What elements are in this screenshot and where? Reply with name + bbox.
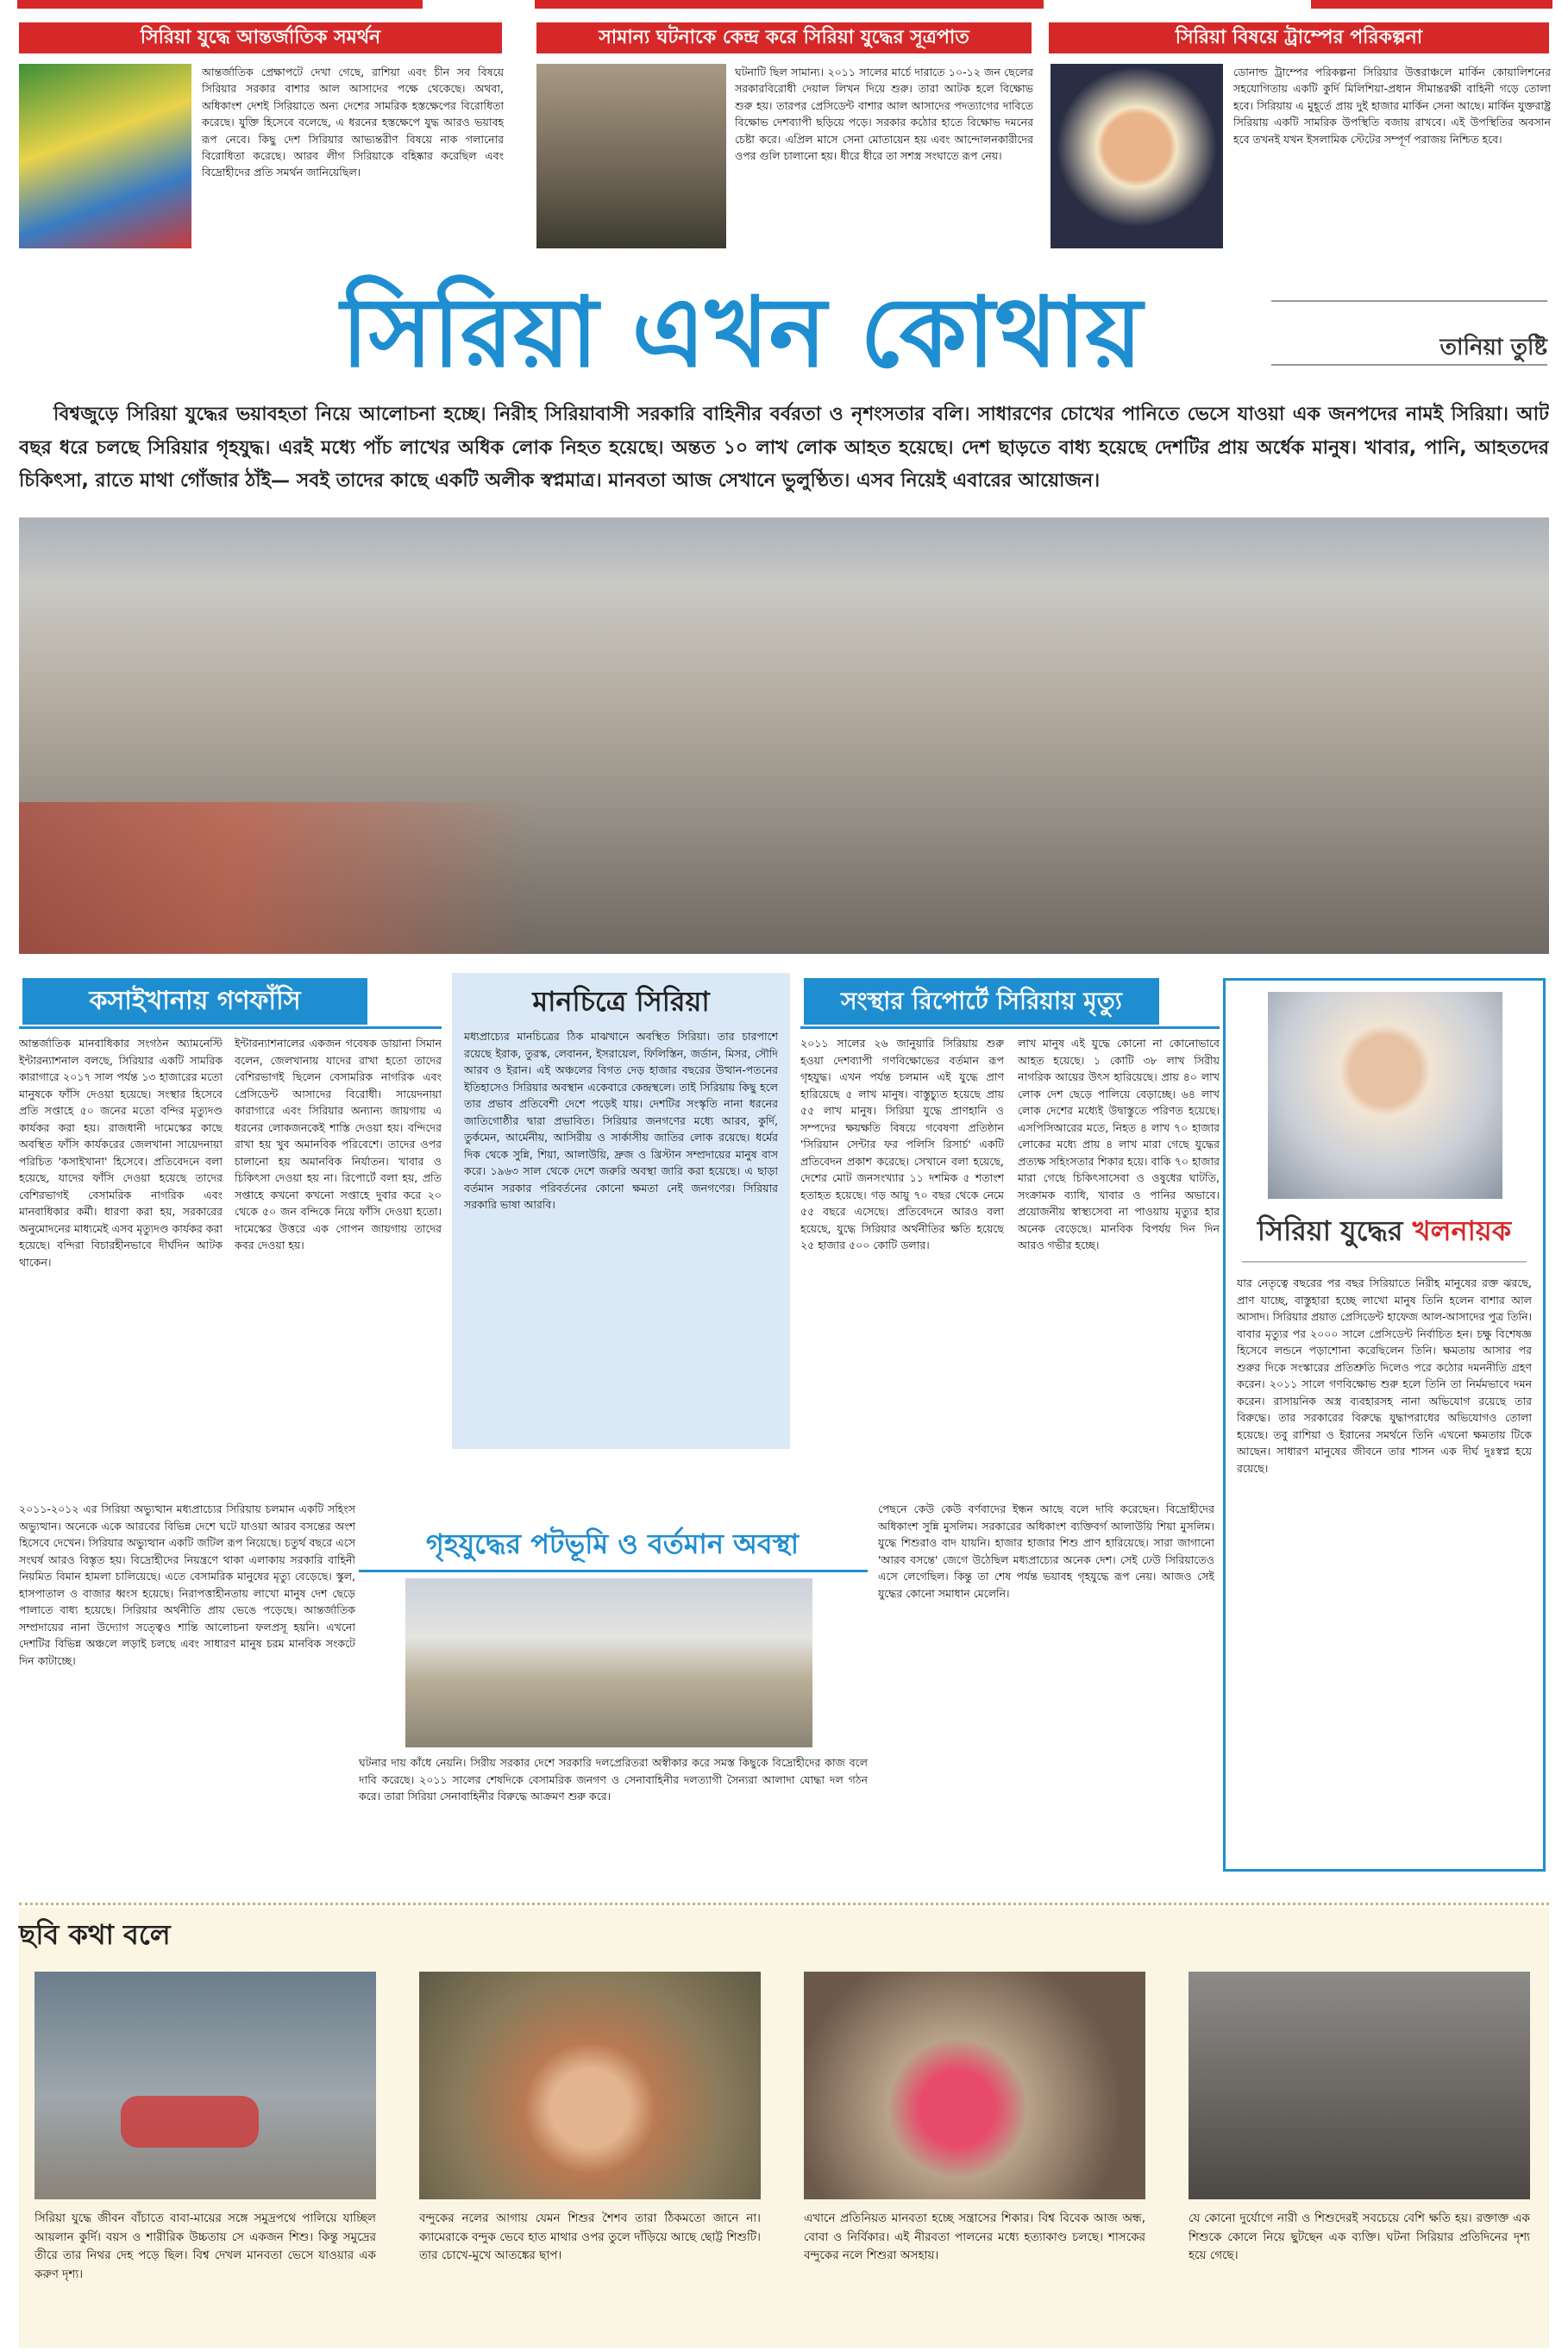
article-text: ডোনাল্ড ট্রাম্পের পরিকল্পনা সিরিয়ার উত্তরাঞ্চলে মার্কিন কোয়ালিশনের সহযোগিতায় একটি কুর্দি মিলিশিয়া-প্রধান সীমান্তরক্ষী বাহিনী গড়ে তোলা হবে। সিরিয়ায় এ মুহূর্তে প্রায় দুই হাজার মার্কিন সেনা আছে। মার্কিন যুক্তরাষ্ট্র সিরিয়ায় একটি সামরিক উপস্থিতি বজায় রাখবে। এই উপস্থিতির অবসান হবে তখনই যখন ইসলামিক স্টেটের সম্পূর্ণ পরাজয় নিশ্চিত হবে। [1233, 66, 1551, 146]
article-header: সিরিয়া যুদ্ধে আন্তর্জাতিক সমর্থন [19, 22, 502, 53]
section-title: ছবি কথা বলে [19, 1918, 171, 1951]
article-text: পেছনে কেউ কেউ বর্ণবাদের ইন্ধন আছে বলে দাবি করেছেন। বিদ্রোহীদের অধিকাংশ সুন্নি মুসলিম। সরকারের অধিকাংশ ব্যক্তিবর্গ আলাউয়ি শিয়া মুসলিম। যুদ্ধে শিশুরাও বাদ যায়নি। হাজার হাজার শিশু প্রাণ হারিয়েছে। সারা জাগানো 'আরব বসন্তে' জেগে উঠেছিল মধ্যপ্রাচ্যের অনেক দেশ। সেই ঢেউ সিরিয়াতেও এসে লেগেছিল। কিন্তু তা শেষ পর্যন্ত ভয়াবহ গৃহযুদ্ধে রূপ নেয়। আজও সেই যুদ্ধের কোনো সমাধান মেলেনি। [878, 1502, 1214, 1600]
photo-caption: এখানে প্রতিনিয়ত মানবতা হচ্ছে সন্ত্রাসের শিকার। বিশ্ব বিবেক আজ অন্ধ, বোবা ও নির্বিকার। এই নীরবতা পালনের মধ্যে হত্যাকাণ্ড চলছে। শাসকের বন্দুকের নলে শিশুরা অসহায়। [804, 2211, 1145, 2263]
villain-title [1233, 1209, 1535, 1256]
divider [359, 1570, 868, 1572]
divider [19, 1026, 442, 1029]
child-gun-photo [804, 1972, 1145, 2199]
villain-title-b: খলনায়ক [1412, 1214, 1512, 1247]
article-text: ইন্টারন্যাশনালের একজন গবেষক ডায়ানা সিমান বলেন, জেলখানায় যাদের রাখা হতো তাদের বেশিরভাগই ছিলেন বেসামরিক নাগরিক এবং প্রেসিডেন্ট আসাদের বিরোধী। সায়েদনায়া কারাগারে এবং সিরিয়ার অন্যান্য জায়গায় এ ধরনের লোকজনকেই শাস্তি দেওয়া হয়। বন্দিদের রাখা হয় খুব অমানবিক পরিবেশে। তাদের ওপর চালানো হয় অমানবিক নির্যাতন। খাবার ও চিকিৎসা দেওয়া হয় না। রিপোর্টে বলা হয়, প্রতি সপ্তাহে কখনো কখনো সপ্তাহে দুবার করে ২০ থেকে ৫০ জন বন্দিকে নিয়ে ফাঁসি দেওয়া হতো। দামেস্কের উত্তরে এক গোপন জায়গায় তাদের কবর দেওয়া হয়। [235, 1037, 442, 1251]
divider [1271, 300, 1547, 302]
child-on-beach-photo [34, 1972, 376, 2199]
trump-photo [1051, 64, 1223, 248]
top-bar [17, 0, 423, 9]
bombing-photo [405, 1578, 812, 1747]
article-text: আন্তর্জাতিক প্রেক্ষাপটে দেখা গেছে, রাশিয়া এবং চীন সব বিষয়ে সিরিয়ার সরকার বাশার আল আসাদের পক্ষে থেকেছে। অথবা, অধিকাংশ দেশই সিরিয়াতে অন্য দেশের সামরিক হস্তক্ষেপের বিরোধিতা করেছে। যুক্তি হিসেবে বলেছে, এ ধরনের হস্তক্ষেপে যুদ্ধ আরও ভয়াবহ রূপ নেবে। কিছু দেশ সিরিয়ার আভ্যন্তরীণ বিষয়ে নাক গলানোর বিরোধিতা করেছে। আরব লীগ সিরিয়াকে বহিষ্কার করেছিল এবং বিদ্রোহীদের প্রতি সমর্থন জানিয়েছিল। [202, 66, 504, 179]
photo-caption: বন্দুকের নলের আগায় যেমন শিশুর শৈশব তারা ঠিকমতো জানে না। ক্যামেরাকে বন্দুক ভেবে হাত মাথার ওপর তুলে দাঁড়িয়ে আছে ছোট্ট শিশুটি। তার চোখে-মুখে আতঙ্কের ছাপ। [419, 2211, 761, 2263]
article-text: ২০১১-২০১২ এর সিরিয়া অভ্যুত্থান মধ্যপ্রাচ্যের সিরিয়ায় চলমান একটি সহিংস অভ্যুত্থান। অনেকে একে আরবের বিভিন্ন দেশে ঘটে যাওয়া আরব বসন্তের অংশ হিসেবে দেখেন। সিরিয়ার অভ্যুত্থান একটি জটিল রূপ নিয়েছে। চতুর্থ বছরে এসে সংঘর্ষ আরও বিস্তৃত হয়। বিদ্রোহীদের নিয়ন্ত্রণে থাকা এলাকায় সরকারি বাহিনী নিয়মিত বিমান হামলা চালিয়েছে। এতে বেসামরিক মানুষের মৃত্যু বেড়েছে। স্কুল, হাসপাতাল ও বাজার ধ্বংস হয়েছে। নিরাপত্তাহীনতায় লাখো মানুষ দেশ ছেড়ে পালাতে বাধ্য হয়েছে। সিরিয়ার অর্থনীতি প্রায় ভেঙে পড়েছে। আন্তর্জাতিক সম্প্রদায়ের নানা উদ্যোগ সত্ত্বেও শান্তি আলোচনা ফলপ্রসূ হয়নি। এখনো দেশটির বিভিন্ন অঞ্চলে লড়াই চলছে এবং সাধারণ মানুষ চরম মানবিক সংকটে দিন কাটাচ্ছে। [19, 1502, 355, 1667]
page-title: সিরিয়া এখন কোথায় [341, 276, 1143, 389]
photo-caption: যে কোনো দুর্যোগে নারী ও শিশুদেরই সবচেয়ে বেশি ক্ষতি হয়। রক্তাক্ত এক শিশুকে কোলে নিয়ে ছুটছেন এক ব্যক্তি। ঘটনা সিরিয়ার প্রতিদিনের দৃশ্য হয়ে গেছে। [1189, 2211, 1530, 2263]
surrendering-child-photo [419, 1972, 761, 2199]
road-area [19, 802, 536, 954]
section-title: মানচিত্রে সিরিয়া [532, 985, 710, 1018]
villain-title-a: সিরিয়া যুদ্ধের [1257, 1214, 1413, 1247]
section-title: কসাইখানায় গণফাঁসি [22, 978, 367, 1025]
article-header: সিরিয়া বিষয়ে ট্রাম্পের পরিকল্পনা [1049, 22, 1549, 53]
article-text: লাখ মানুষ এই যুদ্ধে কোনো না কোনোভাবে আহত হয়েছে। ১ কোটি ৩৮ লাখ সিরীয় নাগরিক আয়ের উৎস হারিয়েছে। প্রায় ৪০ লাখ লোক দেশ ছেড়ে পালিয়ে বেড়াচ্ছে। ৬৪ লাখ লোক দেশের মধ্যেই উদ্বাস্তুতে পরিণত হয়েছে। এসপিসিআরের মতে, নিহত ৪ লাখ ৭০ হাজার লোকের মধ্যে প্রায় ৪ লাখ মারা গেছে যুদ্ধের প্রত্যক্ষ সহিংসতার শিকার হয়ে। বাকি ৭০ হাজার মারা গেছে চিকিৎসাসেবা ও ওষুধের ঘাটতি, সংক্রামক ব্যাধি, খাবার ও পানির অভাবে। প্রয়োজনীয় স্বাস্থ্যসেবা না পাওয়ায় মৃত্যুর হার অনেক বেড়েছে। মানবিক বিপর্যয় দিন দিন আরও গভীর হচ্ছে। [1018, 1037, 1220, 1251]
section-title: গৃহযুদ্ধের পটভূমি ও বর্তমান অবস্থা [425, 1527, 800, 1560]
article-text: যার নেতৃত্বে বছরের পর বছর সিরিয়াতে নিরীহ মানুষের রক্ত ঝরছে, প্রাণ যাচ্ছে, বাস্তুহারা হচ্ছে লাখো মানুষ তিনি হলেন বাশার আল আসাদ। সিরিয়ার প্রয়াত প্রেসিডেন্ট হাফেজ আল-আসাদের পুত্র তিনি। বাবার মৃত্যুর পর ২০০০ সালে প্রেসিডেন্ট নির্বাচিত হন। চক্ষু বিশেষজ্ঞ হিসেবে লন্ডনে পড়াশোনা করেছিলেন তিনি। ক্ষমতায় আসার পর শুরুর দিকে সংস্কারের প্রতিশ্রুতি দিলেও পরে কঠোর দমননীতি গ্রহণ করেন। ২০১১ সালে গণবিক্ষোভ শুরু হলে তিনি তা নির্মমভাবে দমন করেন। রাসায়নিক অস্ত্র ব্যবহারসহ নানা অভিযোগ রয়েছে তার বিরুদ্ধে। তার সরকারের বিরুদ্ধে যুদ্ধাপরাধের অভিযোগও তোলা হয়েছে। তবু রাশিয়া ও ইরানের সমর্থনে তিনি এখনো ক্ষমতায় টিকে আছেন। সাধারণ মানুষের জীবনে তার শাসন এক দীর্ঘ দুঃস্বপ্ন হয়ে রয়েছে। [1237, 1276, 1532, 1475]
injured-child-photo [1189, 1972, 1530, 2199]
lead-paragraph: বিশ্বজুড়ে সিরিয়া যুদ্ধের ভয়াবহতা নিয়ে আলোচনা হচ্ছে। নিরীহ সিরিয়াবাসী সরকারি বাহিনীর বর্বরতা ও নৃশংসতার বলি। সাধারণের চোখের পানিতে ভেসে যাওয়া এক জনপদের নামই সিরিয়া। আট বছর ধরে চলছে সিরিয়ার গৃহযুদ্ধ। এরই মধ্যে পাঁচ লাখের অধিক লোক নিহত হয়েছে। অন্তত ১০ লাখ লোক আহত হয়েছে। দেশ ছাড়তে বাধ্য হয়েছে দেশটির প্রায় অর্ধেক মানুষ। খাবার, পানি, আহতদের চিকিৎসা, রাতে মাথা গোঁজার ঠাঁই— সবই তাদের কাছে একটি অলীক স্বপ্নমাত্র। মানবতা আজ সেখানে ভুলুণ্ঠিত। এসব নিয়েই এবারের আয়োজন। [19, 404, 1549, 492]
divider [1242, 1261, 1527, 1263]
assad-photo [1268, 992, 1502, 1199]
child-figure [121, 2096, 259, 2148]
divider [1271, 364, 1547, 366]
article-text: ঘটনাটি ছিল সামান্য। ২০১১ সালের মার্চে দারাতে ১০-১২ জন ছেলের সরকারবিরোধী দেয়াল লিখন দিয়ে শুরু। তারা আটক হলে বিক্ষোভ শুরু হয়। তারপর প্রেসিডেন্ট বাশার আল আসাদের পদত্যাগের দাবিতে বিক্ষোভ দেশব্যাপী ছড়িয়ে পড়ে। সরকার কঠোর হাতে বিক্ষোভ দমনের চেষ্টা করে। এপ্রিল মাসে সেনা মোতায়েন হয় এবং আন্দোলনকারীদের ওপর গুলি চালানো হয়। ধীরে ধীরে তা সশস্ত্র সংঘাতে রূপ নেয়। [735, 66, 1033, 162]
article-text: আন্তর্জাতিক মানবাধিকার সংগঠন অ্যামনেস্টি ইন্টারন্যাশনাল বলছে, সিরিয়ার একটি সামরিক কারাগারে ২০১৭ সাল পর্যন্ত ১৩ হাজারের মতো মানুষকে ফাঁসি দেওয়া হয়েছে। সংস্থার হিসেবে প্রতি সপ্তাহে ৫০ জনের মতো বন্দির মৃত্যুদণ্ড কার্যকর করা হয়। রাজধানী দামেস্কের কাছে অবস্থিত ফাঁসি কার্যকরের জেলখানা সায়েদনায়া পরিচিত 'কসাইখানা' হিসেবে। প্রতিবেদনে বলা হয়েছে, যাদের ফাঁসি দেওয়া হয়েছে তাদের বেশিরভাগই বেসামরিক নাগরিক এবং মানবাধিকার কর্মী। ধারণা করা হয়, সরকারের অনুমোদনের মাধ্যমেই এসব মৃত্যুদণ্ড কার্যকর করা হয়েছে। বন্দিরা বিচারহীনভাবে দীর্ঘদিন আটক থাকেন। [19, 1037, 223, 1269]
article-header: সামান্য ঘটনাকে কেন্দ্র করে সিরিয়া যুদ্ধের সূত্রপাত [536, 22, 1032, 53]
article-text: ২০১১ সালের ২৬ জানুয়ারি সিরিয়ায় শুরু হওয়া দেশব্যাপী গণবিক্ষোভের বর্তমান রূপ গৃহযুদ্ধ। এখন পর্যন্ত চলমান এই যুদ্ধে প্রাণ হারিয়েছে ৫ লাখ মানুষ। বাস্তুচ্যুত হয়েছে প্রায় ৫৫ লাখ মানুষ। সিরিয়া যুদ্ধে প্রাণহানি ও সম্পদের ক্ষয়ক্ষতি বিষয়ে গবেষণা প্রতিষ্ঠান 'সিরিয়ান সেন্টার ফর পলিসি রিসার্চ' একটি প্রতিবেদন প্রকাশ করেছে। সেখানে বলা হয়েছে, দেশের মোট জনসংখ্যার ১১ দশমিক ৫ শতাংশ হতাহত হয়েছে। গড় আয়ু ৭০ বছর থেকে নেমে ৫৫ বছরে এসেছে। প্রতিবেদনে আরও বলা হয়েছে, যুদ্ধে সিরিয়ার অর্থনীতির ক্ষতি হয়েছে ২৫ হাজার ৫০০ কোটি ডলার। [800, 1037, 1004, 1251]
top-bar [535, 0, 1044, 9]
rally-photo [19, 64, 191, 248]
top-bar [1311, 0, 1552, 9]
divider [800, 1026, 1220, 1029]
photo-caption: সিরিয়া যুদ্ধে জীবন বাঁচাতে বাবা-মায়ের সঙ্গে সমুদ্রপথে পালিয়ে যাচ্ছিল আয়লান কুর্দি। বয়স ও শারীরিক উচ্চতায় সে একজন শিশু। কিন্তু সমুদ্রের তীরে তার নিথর দেহ পড়ে ছিল। বিশ্ব দেখল মানবতা ভেসে যাওয়ার এক করুণ দৃশ্য। [34, 2211, 376, 2281]
section-title: সংস্থার রিপোর্টে সিরিয়ায় মৃত্যু [804, 978, 1159, 1025]
article-text: ঘটনার দায় কাঁধে নেয়নি। সিরীয় সরকার দেশে সরকারি দলপ্রেরিতরা অস্বীকার করে সমস্ত কিছুকে বিদ্রোহীদের কাজ বলে দাবি করেছে। ২০১১ সালের শেষদিকে বেসামরিক জনগণ ও সেনাবাহিনীর দলত্যাগী সৈন্যরা আলাদা যোদ্ধা দল গঠন করে। তারা সিরিয়া সেনাবাহিনীর বিরুদ্ধে আক্রমণ শুরু করে। [359, 1756, 868, 1803]
article-text: মধ্যপ্রাচ্যের মানচিত্রের ঠিক মাঝখানে অবস্থিত সিরিয়া। তার চারপাশে রয়েছে ইরাক, তুরস্ক, লেবানন, ইসরায়েল, ফিলিস্তিন, জর্ডান, মিসর, সৌদি আরব ও ইরান। এই অঞ্চলের বিগত দেড় হাজার বছরের উত্থান-পতনের ইতিহাসেও সিরিয়ার অবস্থান একেবারে কেন্দ্রস্থলে। তাই সিরিয়ায় কিছু হলে তার প্রভাব প্রতিবেশী দেশে পড়েই যায়। দেশটির সংস্কৃতি নানা ধরনের জাতিগোষ্ঠীর দ্বারা প্রভাবিত। সিরিয়ার জনগণের মধ্যে আরব, কুর্দি, তুর্কমেন, আর্মেনীয়, আসিরীয় ও সার্কাসীয় জাতির লোক রয়েছে। ধর্মের দিক থেকে সুন্নি, শিয়া, আলাউয়ি, দ্রুজ ও খ্রিস্টান সম্প্রদায়ের মানুষ বাস করে। ১৯৬৩ সাল থেকে দেশে জরুরি অবস্থা জারি করা হয়েছে। এ ছাড়া বর্তমান সরকার পরিবর্তনের কোনো ক্ষমতা নেই জনগণের। সিরিয়ার সরকারি ভাষা আরবি। [464, 1030, 778, 1211]
soldiers-photo [536, 64, 726, 248]
byline: তানিয়া তুষ্টি [1439, 335, 1547, 361]
